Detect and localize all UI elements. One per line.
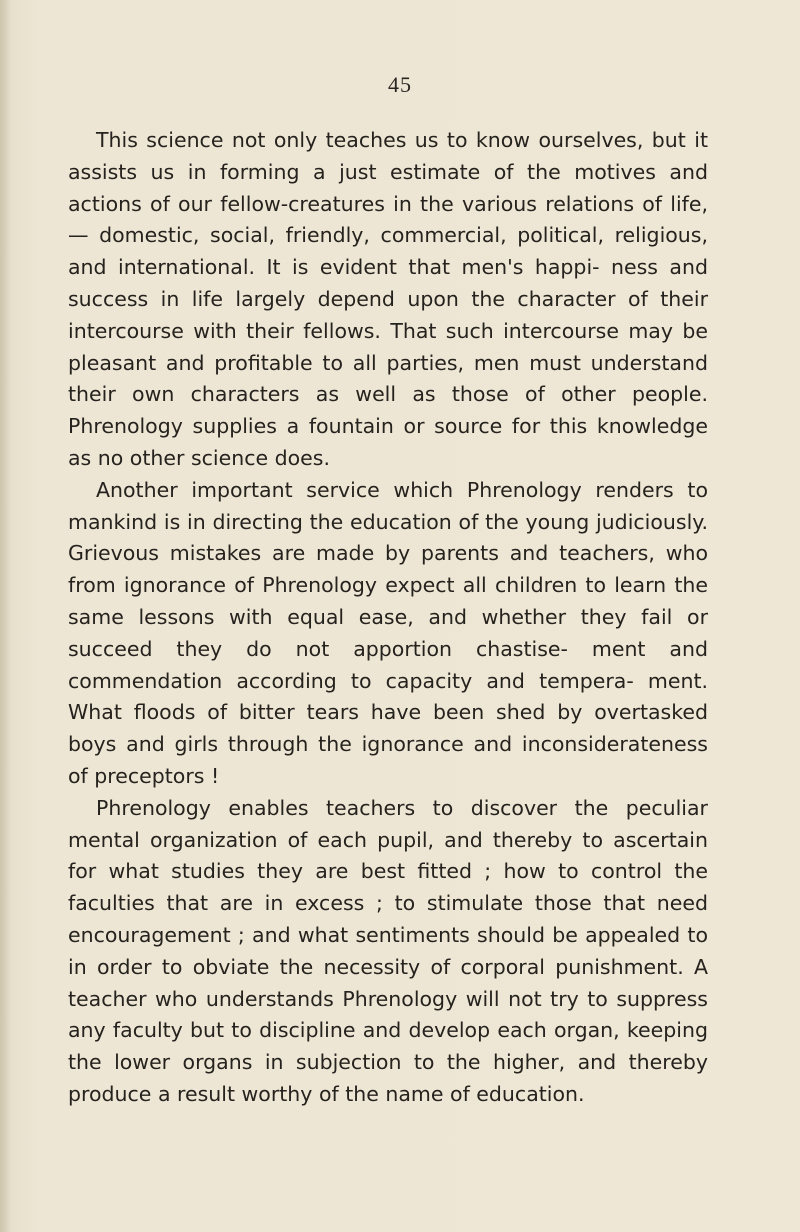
binding-shadow (0, 0, 10, 1232)
paragraph-education: Another important service which Phrenology renders to mankind is in directing the education of the young judiciously. Grievous mistakes are made by parents and teachers, who from ignorance of Phrenology expect all children to learn the same lessons with equal ease, and whether they fail or succeed they do not apportion chastise- ment and commendation according to capacity and tempera- ment. What floods of bitter tears have been shed by overtasked boys and girls through the ignorance and inconsiderateness of preceptors ! (68, 477, 708, 788)
page-number: 45 (388, 72, 412, 97)
paragraph-teachers: Phrenology enables teachers to discover the peculiar mental organization of each pupil, and thereby to ascertain for what studies they are best fitted ; how to control the faculties that are in excess ; to stimulate those that need encouragement ; and what sentiments should be appealed to in order to obviate the necessity of corporal punishment. A teacher who understands Phrenology will not try to suppress any faculty but to discipline and develop each organ, keeping the lower organs in subjection to the higher, and thereby produce a result worthy of the name of education. (68, 795, 708, 1106)
paragraph-self-knowledge: This science not only teaches us to know ourselves, but it assists us in forming a just estimate of the motives and actions of our fellow-creatures in the various relations of life, — domestic, social, friendly, commercial, political, religious, and international. It is evident that men's happi- ness and success in life largely depend upon the character of their intercourse with their fellows. That such intercourse may be pleasant and profitable to all parties, men must understand their own characters as well as those of other people. Phrenology supplies a fountain or source for this knowledge as no other science does. (68, 128, 708, 470)
body-text (68, 125, 708, 1111)
